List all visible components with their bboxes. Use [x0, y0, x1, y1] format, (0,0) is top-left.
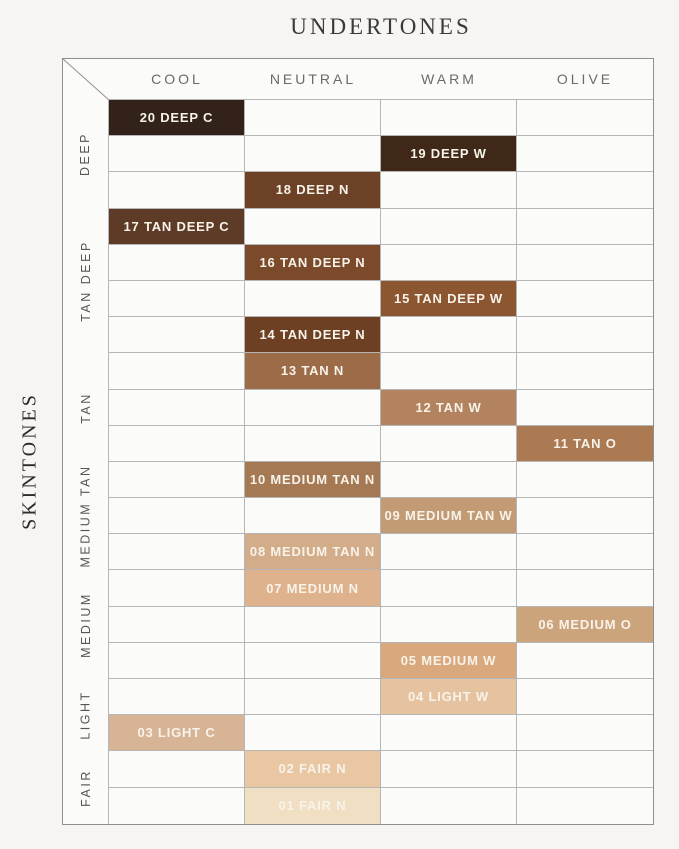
row-group-text: TAN DEEP	[78, 240, 93, 322]
empty-grid-cell	[245, 679, 381, 715]
empty-grid-cell	[109, 679, 245, 715]
row-group-text: LIGHT	[78, 690, 93, 740]
shade-label: 18 DEEP N	[275, 182, 350, 198]
empty-grid-cell	[381, 353, 517, 389]
row-group-text: FAIR	[78, 768, 93, 807]
shade-swatch-07-medium-n	[245, 570, 381, 606]
column-header-neutral: NEUTRAL	[245, 59, 381, 100]
empty-grid-cell	[381, 426, 517, 462]
empty-grid-cell	[517, 100, 653, 136]
row-group-text: MEDIUM	[78, 591, 93, 658]
empty-grid-cell	[381, 317, 517, 353]
empty-grid-cell	[109, 172, 245, 208]
empty-grid-cell	[517, 390, 653, 426]
empty-grid-cell	[381, 534, 517, 570]
shade-swatch-16-tan-deep-n	[245, 245, 381, 281]
empty-grid-cell	[109, 607, 245, 643]
row-group-label-tan-deep	[63, 209, 109, 354]
empty-grid-cell	[517, 317, 653, 353]
empty-grid-cell	[517, 281, 653, 317]
shade-swatch-11-tan-o	[517, 426, 653, 462]
shade-swatch-02-fair-n	[245, 751, 381, 787]
empty-grid-cell	[245, 136, 381, 172]
shade-swatch-13-tan-n	[245, 353, 381, 389]
empty-grid-cell	[109, 245, 245, 281]
corner-cell	[63, 59, 109, 100]
shade-swatch-10-medium-tan-n	[245, 462, 381, 498]
diagonal-line-icon	[63, 59, 109, 100]
empty-grid-cell	[245, 281, 381, 317]
shade-label: 03 LIGHT C	[137, 725, 216, 741]
y-axis-label: SKINTONES	[18, 392, 41, 530]
shade-label: 14 TAN DEEP N	[259, 327, 366, 343]
empty-grid-cell	[517, 679, 653, 715]
empty-grid-cell	[517, 498, 653, 534]
empty-grid-cell	[517, 534, 653, 570]
empty-grid-cell	[109, 643, 245, 679]
shade-label: 07 MEDIUM N	[266, 580, 359, 596]
empty-grid-cell	[517, 353, 653, 389]
shade-swatch-17-tan-deep-c	[109, 209, 245, 245]
row-group-label-medium-tan	[63, 462, 109, 571]
column-header-cool: COOL	[109, 59, 245, 100]
shade-label: 20 DEEP C	[139, 110, 214, 126]
row-group-text: DEEP	[78, 132, 93, 177]
shade-label: 17 TAN DEEP C	[123, 218, 230, 234]
shade-label: 05 MEDIUM W	[400, 652, 497, 668]
shade-swatch-04-light-w	[381, 679, 517, 715]
empty-grid-cell	[245, 209, 381, 245]
empty-grid-cell	[109, 281, 245, 317]
empty-grid-cell	[109, 751, 245, 787]
empty-grid-cell	[517, 570, 653, 606]
empty-grid-cell	[517, 788, 653, 824]
empty-grid-cell	[109, 426, 245, 462]
empty-grid-cell	[109, 136, 245, 172]
shade-label: 02 FAIR N	[278, 761, 347, 777]
shade-label: 13 TAN N	[280, 363, 345, 379]
empty-grid-cell	[517, 245, 653, 281]
empty-grid-cell	[245, 498, 381, 534]
empty-grid-cell	[245, 643, 381, 679]
empty-grid-cell	[109, 353, 245, 389]
column-header-olive: OLIVE	[517, 59, 653, 100]
empty-grid-cell	[245, 100, 381, 136]
empty-grid-cell	[517, 136, 653, 172]
empty-grid-cell	[109, 317, 245, 353]
shade-swatch-01-fair-n	[245, 788, 381, 824]
column-header-warm: WARM	[381, 59, 517, 100]
empty-grid-cell	[517, 172, 653, 208]
row-group-label-fair	[63, 751, 109, 823]
shade-swatch-03-light-c	[109, 715, 245, 751]
empty-grid-cell	[381, 607, 517, 643]
shade-swatch-18-deep-n	[245, 172, 381, 208]
shade-label: 01 FAIR N	[278, 798, 347, 814]
chart-title: UNDERTONES	[290, 14, 472, 39]
shade-swatch-05-medium-w	[381, 643, 517, 679]
shade-matrix	[62, 58, 654, 825]
empty-grid-cell	[517, 751, 653, 787]
row-group-text: MEDIUM TAN	[78, 464, 93, 568]
empty-grid-cell	[381, 462, 517, 498]
empty-grid-cell	[517, 643, 653, 679]
row-group-label-deep	[63, 100, 109, 209]
shade-swatch-19-deep-w	[381, 136, 517, 172]
empty-grid-cell	[517, 462, 653, 498]
shade-swatch-14-tan-deep-n	[245, 317, 381, 353]
empty-grid-cell	[245, 426, 381, 462]
shade-label: 08 MEDIUM TAN N	[249, 544, 376, 560]
shade-swatch-12-tan-w	[381, 390, 517, 426]
empty-grid-cell	[109, 788, 245, 824]
shade-swatch-20-deep-c	[109, 100, 245, 136]
shade-label: 12 TAN W	[415, 399, 482, 415]
shade-label: 04 LIGHT W	[408, 689, 489, 705]
shade-swatch-09-medium-tan-w	[381, 498, 517, 534]
row-group-label-tan	[63, 353, 109, 462]
shade-label: 16 TAN DEEP N	[259, 254, 366, 270]
empty-grid-cell	[381, 245, 517, 281]
empty-grid-cell	[381, 751, 517, 787]
empty-grid-cell	[381, 715, 517, 751]
empty-grid-cell	[109, 462, 245, 498]
shade-swatch-15-tan-deep-w	[381, 281, 517, 317]
empty-grid-cell	[109, 390, 245, 426]
empty-grid-cell	[109, 570, 245, 606]
row-group-label-light	[63, 679, 109, 751]
shade-label: 19 DEEP W	[410, 146, 487, 162]
shade-label: 10 MEDIUM TAN N	[249, 471, 376, 487]
empty-grid-cell	[109, 498, 245, 534]
empty-grid-cell	[381, 209, 517, 245]
empty-grid-cell	[517, 715, 653, 751]
empty-grid-cell	[517, 209, 653, 245]
empty-grid-cell	[109, 534, 245, 570]
empty-grid-cell	[381, 172, 517, 208]
empty-grid-cell	[245, 715, 381, 751]
shade-label: 11 TAN O	[553, 435, 617, 451]
row-group-text: TAN	[78, 391, 93, 424]
shade-label: 15 TAN DEEP W	[394, 291, 503, 307]
shade-swatch-08-medium-tan-n	[245, 534, 381, 570]
shade-swatch-06-medium-o	[517, 607, 653, 643]
empty-grid-cell	[245, 607, 381, 643]
empty-grid-cell	[381, 100, 517, 136]
row-group-label-medium	[63, 570, 109, 679]
shade-label: 06 MEDIUM O	[538, 616, 632, 632]
empty-grid-cell	[381, 570, 517, 606]
shade-label: 09 MEDIUM TAN W	[384, 508, 513, 524]
empty-grid-cell	[381, 788, 517, 824]
empty-grid-cell	[245, 390, 381, 426]
